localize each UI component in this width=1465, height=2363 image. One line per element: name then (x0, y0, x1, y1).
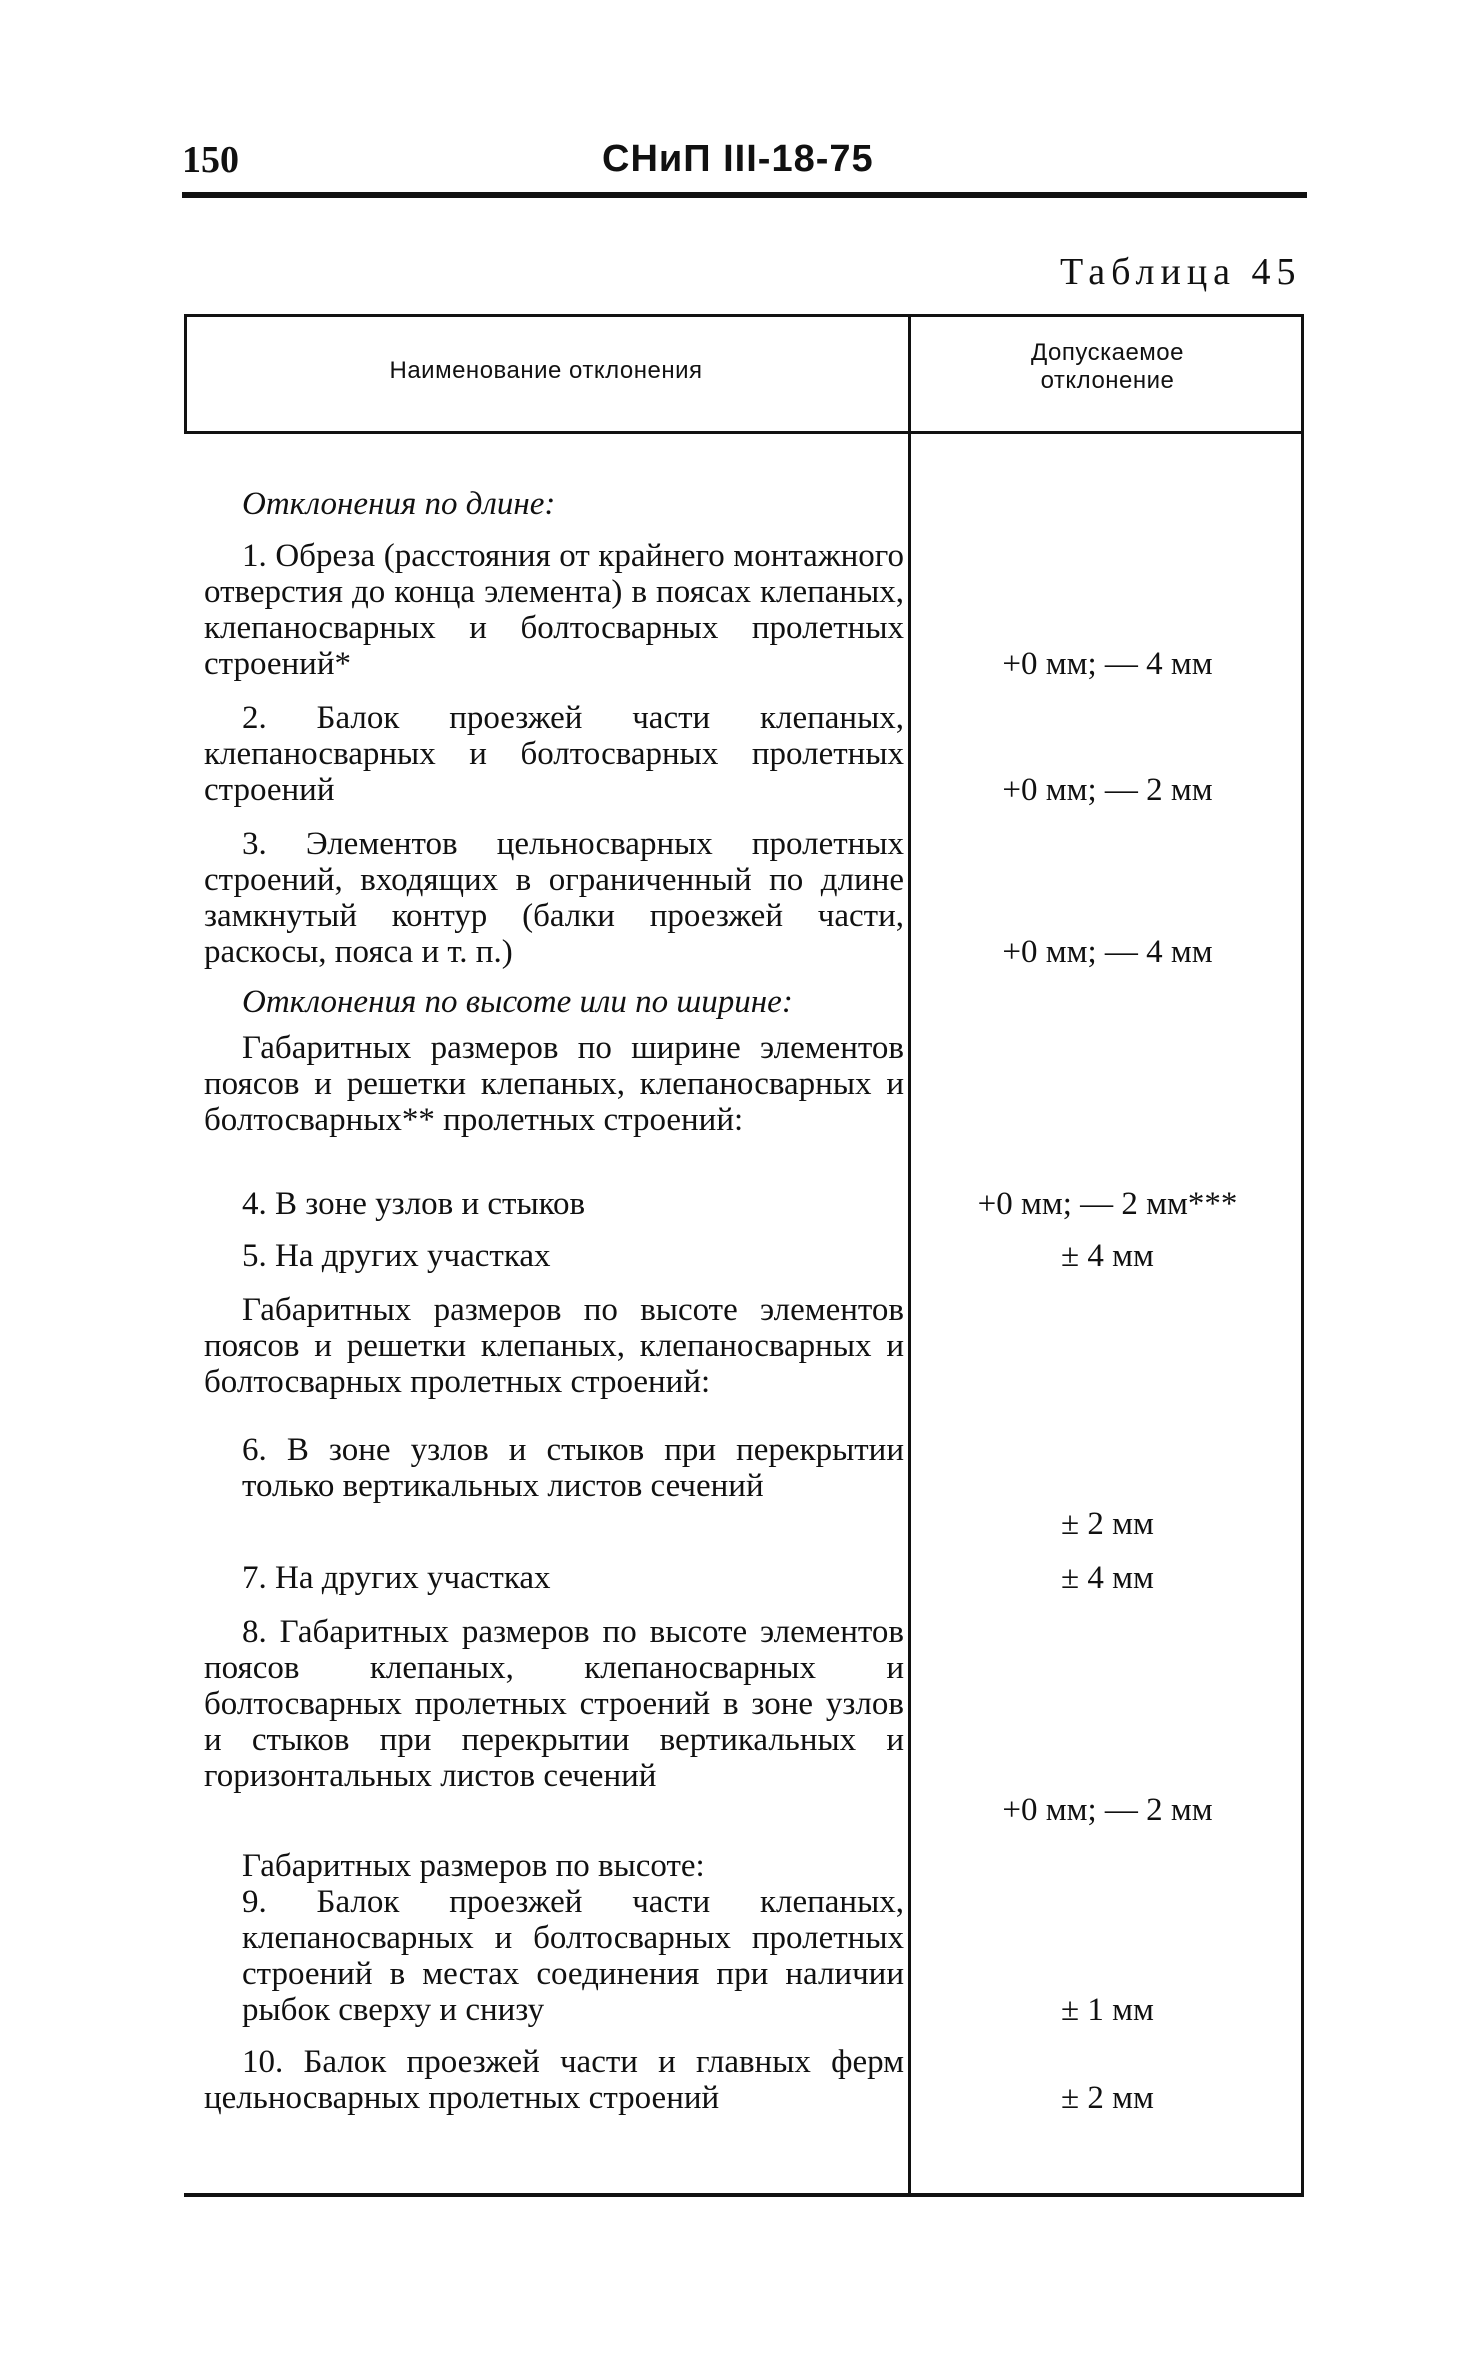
page-number: 150 (182, 139, 239, 181)
table-row-2-text: 2. Балок проезжей части клепаных, клепаносварных и болтосварных пролетных строений (204, 700, 904, 808)
section-heading-height-width: Отклонения по высоте или по ширине: (242, 984, 793, 1020)
table-row-7-text: 7. На других участках (242, 1560, 551, 1596)
table-row-5-text: 5. На других участках (242, 1238, 551, 1274)
document-code: СНиП III-18-75 (602, 138, 874, 180)
table-row-6-text: 6. В зоне узлов и стыков при перекрытии только вертикальных листов сечений (242, 1432, 904, 1504)
header-rule (184, 431, 1304, 434)
table-caption: Таблица 45 (1060, 251, 1302, 293)
table-row-3-value: +0 мм; — 4 мм (1002, 934, 1213, 970)
table-row-10-text: 10. Балок проезжей части и главных ферм цельносварных пролетных строений (204, 2044, 904, 2116)
table-row-4-value: +0 мм; — 2 мм*** (977, 1186, 1238, 1222)
table-row-9-value: ± 1 мм (1061, 1992, 1154, 2028)
table-row-8-value: +0 мм; — 2 мм (1002, 1792, 1213, 1828)
table-row-3-text: 3. Элементов цельносварных пролетных строений, входящих в ограниченный по длине замкнутый контур (балки проезжей части, раскосы, пояса и т. п.) (204, 826, 904, 970)
table-row-1-text: 1. Обреза (расстояния от крайнего монтажного отверстия до конца элемента) в поясах клепаных, клепаносварных и болтосварных пролетных строений* (204, 538, 904, 682)
group-heading-height: Габаритных размеров по высоте элементов поясов и решетки клепаных, клепаносварных и болтосварных пролетных строений: (204, 1292, 904, 1400)
table-row-7-value: ± 4 мм (1061, 1560, 1154, 1596)
group-heading-height-2: Габаритных размеров по высоте: (242, 1848, 705, 1884)
column-header-deviation (911, 339, 1304, 395)
table-row-6-value: ± 2 мм (1061, 1506, 1154, 1542)
group-heading-width: Габаритных размеров по ширине элементов поясов и решетки клепаных, клепаносварных и болтосварных** пролетных строений: (204, 1030, 904, 1138)
section-heading-length: Отклонения по длине: (242, 486, 556, 522)
table-row-2-value: +0 мм; — 2 мм (1002, 772, 1213, 808)
table-row-4-text: 4. В зоне узлов и стыков (242, 1186, 586, 1222)
column-header-name: Наименование отклонения (389, 357, 703, 384)
table-row-9-text: 9. Балок проезжей части клепаных, клепаносварных и болтосварных пролетных строений в местах соединения при наличии рыбок сверху и снизу (242, 1884, 904, 2028)
table-row-1-value: +0 мм; — 4 мм (1002, 646, 1213, 682)
table-row-5-value: ± 4 мм (1061, 1238, 1154, 1274)
column-header-deviation-line2: отклонение (1040, 367, 1175, 394)
table-row-10-value: ± 2 мм (1061, 2080, 1154, 2116)
page-header (182, 132, 1307, 198)
column-header-deviation-line1: Допускаемое (1030, 339, 1184, 366)
table-row-8-text: 8. Габаритных размеров по высоте элементов поясов клепаных, клепаносварных и болтосварных пролетных строений в зоне узлов и стыков при перекрытии вертикальных и горизонтальных листов сечений (204, 1614, 904, 1794)
